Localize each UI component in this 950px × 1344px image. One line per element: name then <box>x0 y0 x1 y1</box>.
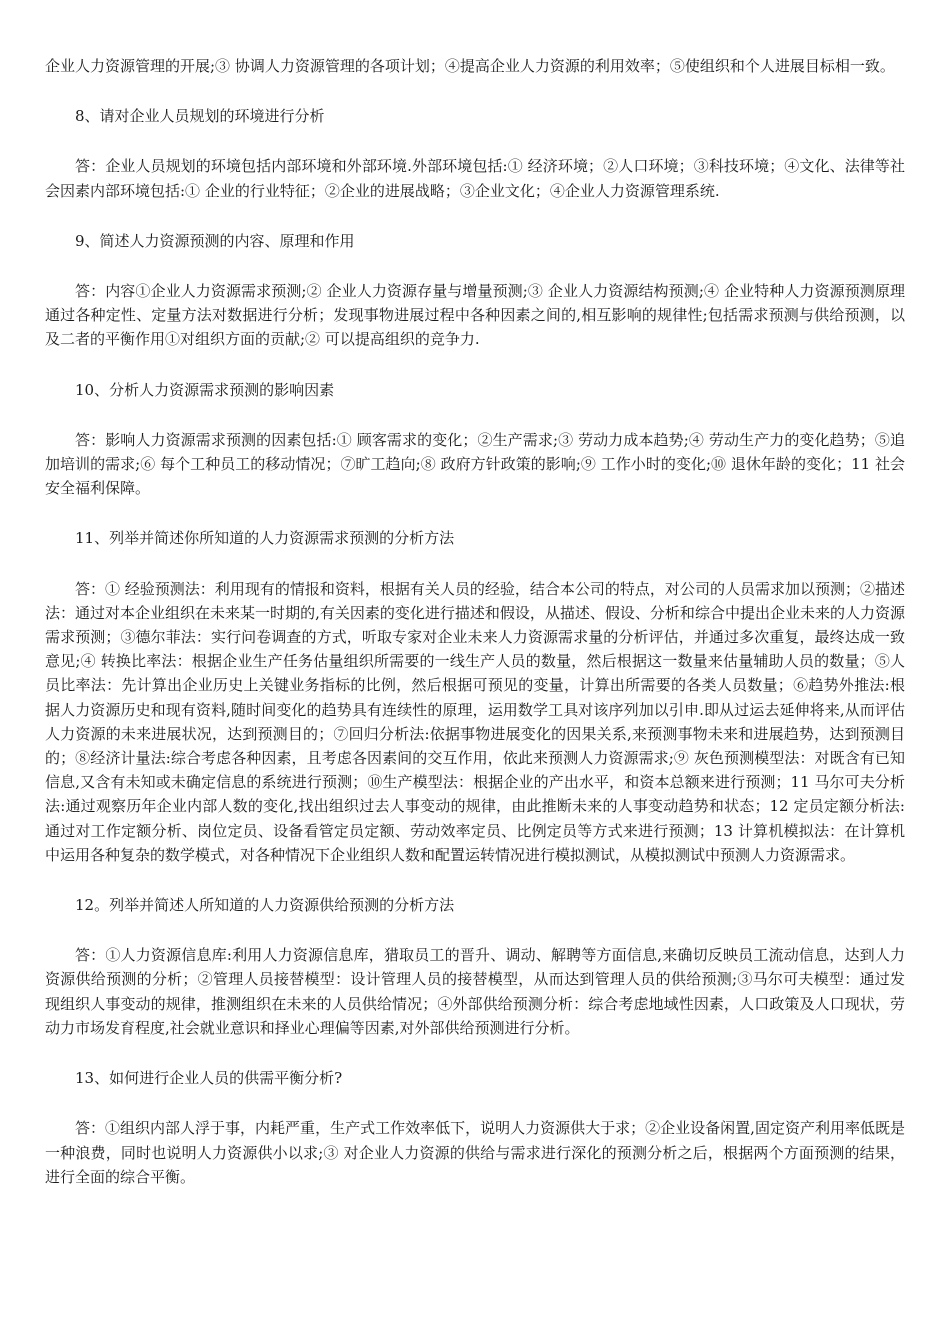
answer-11: 答：① 经验预测法：利用现有的情报和资料，根据有关人员的经验，结合本公司的特点，对公司的人员需求加以预测；②描述法：通过对本企业组织在未来某一时期的,有关因素的变化进行描述和假设，从描述、假设、分析和综合中提出企业未来的人力资源需求预测；③德尔菲法：实行问卷调查的方式，听取专家对企业未来人力资源需求量的分析评估，并通过多次重复，最终达成一致意见;④ 转换比率法：根据企业生产任务估量组织所需要的一线生产人员的数量，然后根据这一数量来估量辅助人员的数量；⑤人员比率法：先计算出企业历史上关键业务指标的比例，然后根据可预见的变量，计算出所需要的各类人员数量；⑥趋势外推法:根据人力资源历史和现有资料,随时间变化的趋势具有连续性的原理，运用数学工具对该序列加以引申.即从过运去延伸将来,从而评估人力资源的未来进展状况，达到预测目的；⑦回归分析法:依据事物进展变化的因果关系,来预测事物未来和进展趋势，达到预测目的；⑧经济计量法:综合考虑各种因素，且考虑各因素间的交互作用，依此来预测人力资源需求;⑨ 灰色预测模型法：对既含有已知信息,又含有未知或未确定信息的系统进行预测；⑩生产模型法：根据企业的产出水平，和资本总额来进行预测；11 马尔可夫分析法:通过观察历年企业内部人数的变化,找出组织过去人事变动的规律，由此推断未来的人事变动趋势和状态；12 定员定额分析法:通过对工作定额分析、岗位定员、设备看管定员定额、劳动效率定员、比例定员等方式来进行预测；13 计算机模拟法：在计算机中运用各种复杂的数学模式，对各种情况下企业组织人数和配置运转情况进行模拟测试，从模拟测试中预测人力资源需求。 <box>45 579 905 864</box>
document-page <box>45 54 905 1189</box>
question-13: 13、如何进行企业人员的供需平衡分析? <box>75 1069 343 1088</box>
answer-8: 答：企业人员规划的环境包括内部环境和外部环境.外部环境包括:① 经济环境；②人口环境；③科技环境；④文化、法律等社会因素内部环境包括:① 企业的行业特征；②企业的进展战略；③企业文化；④企业人力资源管理系统. <box>45 157 905 200</box>
lead-paragraph: 企业人力资源管理的开展;③ 协调人力资源管理的各项计划；④提高企业人力资源的利用效率；⑤使组织和个人进展目标相一致。 <box>45 57 895 75</box>
question-9: 9、简述人力资源预测的内容、原理和作用 <box>75 231 355 250</box>
answer-12: 答：①人力资源信息库:利用人力资源信息库，猎取员工的晋升、调动、解聘等方面信息,来确切反映员工流动信息，达到人力资源供给预测的分析；②管理人员接替模型：设计管理人员的接替模型，从而达到管理人员的供给预测;③马尔可夫模型：通过发现组织人事变动的规律，推测组织在未来的人员供给情况；④外部供给预测分析：综合考虑地域性因素，人口政策及人口现状，劳动力市场发育程度,社会就业意识和择业心理偏等因素,对外部供给预测进行分析。 <box>45 946 905 1037</box>
question-8: 8、请对企业人员规划的环境进行分析 <box>75 107 325 126</box>
answer-10: 答：影响人力资源需求预测的因素包括:① 顾客需求的变化；②生产需求;③ 劳动力成本趋势;④ 劳动生产力的变化趋势；⑤追加培训的需求;⑥ 每个工种员工的移动情况；⑦旷工趋向;⑧ 政府方针政策的影响;⑨ 工作小时的变化;⑩ 退休年龄的变化；11 社会安全福利保障。 <box>45 430 905 498</box>
answer-13: 答：①组织内部人浮于事，内耗严重，生产式工作效率低下，说明人力资源供大于求；②企业设备闲置,固定资产利用率低既是一种浪费，同时也说明人力资源供小以求;③ 对企业人力资源的供给与需求进行深化的预测分析之后，根据两个方面预测的结果，进行全面的综合平衡。 <box>45 1119 905 1186</box>
question-11: 11、列举并简述你所知道的人力资源需求预测的分析方法 <box>75 529 455 548</box>
answer-9: 答：内容①企业人力资源需求预测;② 企业人力资源存量与增量预测;③ 企业人力资源结构预测;④ 企业特种人力资源预测原理通过各种定性、定量方法对数据进行分析；发现事物进展过程中各种因素之间的,相互影响的规律性;包括需求预测与供给预测，以及二者的平衡作用①对组织方面的贡献;② 可以提高组织的竞争力. <box>45 282 905 349</box>
question-12: 12。列举并简述人所知道的人力资源供给预测的分析方法 <box>75 896 455 915</box>
question-10: 10、分析人力资源需求预测的影响因素 <box>75 380 335 399</box>
